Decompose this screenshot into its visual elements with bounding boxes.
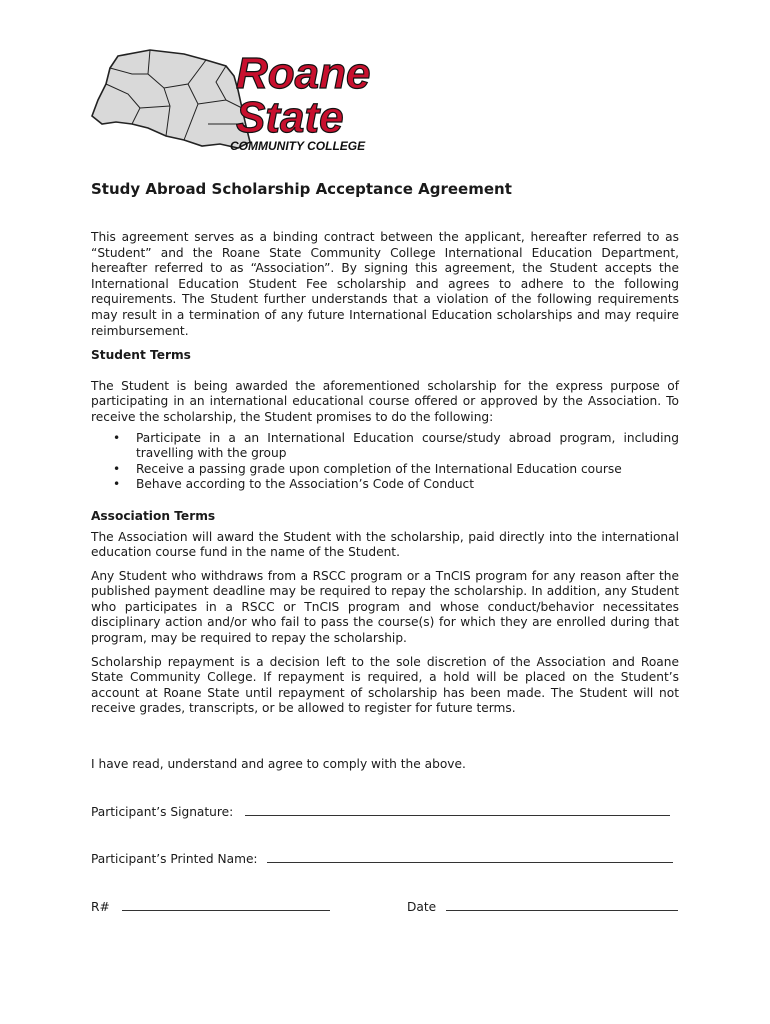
acknowledgement-text: I have read, understand and agree to comply with the above. [91,757,466,771]
student-terms-heading: Student Terms [91,348,191,363]
printed-name-row [91,851,673,866]
printed-name-field[interactable] [267,851,673,863]
list-item: • Behave according to the Association’s Code of Conduct [91,477,679,493]
association-paragraph: The Association will award the Student with the scholarship, paid directly into the international education course fund in the name of the Student. [91,529,679,560]
printed-name-label: Participant’s Printed Name: [91,852,258,866]
student-terms-text: The Student is being awarded the aforementioned scholarship for the express purpose of participating in an international educational course offered or approved by the Association. To receive the scholarship, the Student promises to do the following: [91,378,679,424]
roane-state-logo [88,44,408,160]
signature-label: Participant’s Signature: [91,805,234,819]
association-terms-heading: Association Terms [91,508,216,523]
signature-row [91,804,670,819]
logo-line2: State [236,93,344,142]
list-item: • Participate in a an International Education course/study abroad program, including travelling with the group [91,431,679,462]
date-label: Date [407,900,437,914]
logo-subtitle: COMMUNITY COLLEGE [230,139,366,153]
r-number-field[interactable] [122,899,330,911]
logo-line1: Roane [236,49,371,98]
page-title: Study Abroad Scholarship Acceptance Agreement [91,180,512,198]
signature-field[interactable] [245,804,670,816]
association-paragraph: Scholarship repayment is a decision left to the sole discretion of the Association and Roane State Community College. If repayment is required, a hold will be placed on the Student’s account at Roane State until repayment of scholarship has been made. The Student will not receive grades, transcripts, or be allowed to register for future terms. [91,654,679,716]
association-paragraph: Any Student who withdraws from a RSCC program or a TnCIS program for any reason after the published payment deadline may be required to repay the scholarship. In addition, any Student who participates in a RSCC or TnCIS program and whose conduct/behavior necessitates disciplinary action and/or who fail to pass the course(s) for which they are enrolled during that program, may be required to repay the scholarship. [91,568,679,646]
intro-paragraph: This agreement serves as a binding contract between the applicant, hereafter referred to as “Student” and the Roane State Community College International Education Department, hereafter referred to as “Association”. By signing this agreement, the Student accepts the International Education Student Fee scholarship and agrees to adhere to the following requirements. The Student further understands that a violation of the following requirements may result in a termination of any future International Education scholarships and may require reimbursement. [91,230,679,338]
r-number-label: R# [91,900,110,914]
agreement-body [91,230,679,717]
region-map-icon [92,50,250,148]
date-row [407,899,678,914]
list-item: • Receive a passing grade upon completion of the International Education course [91,462,679,478]
student-terms-list [91,431,679,493]
r-number-row [91,899,330,914]
date-field[interactable] [446,899,678,911]
